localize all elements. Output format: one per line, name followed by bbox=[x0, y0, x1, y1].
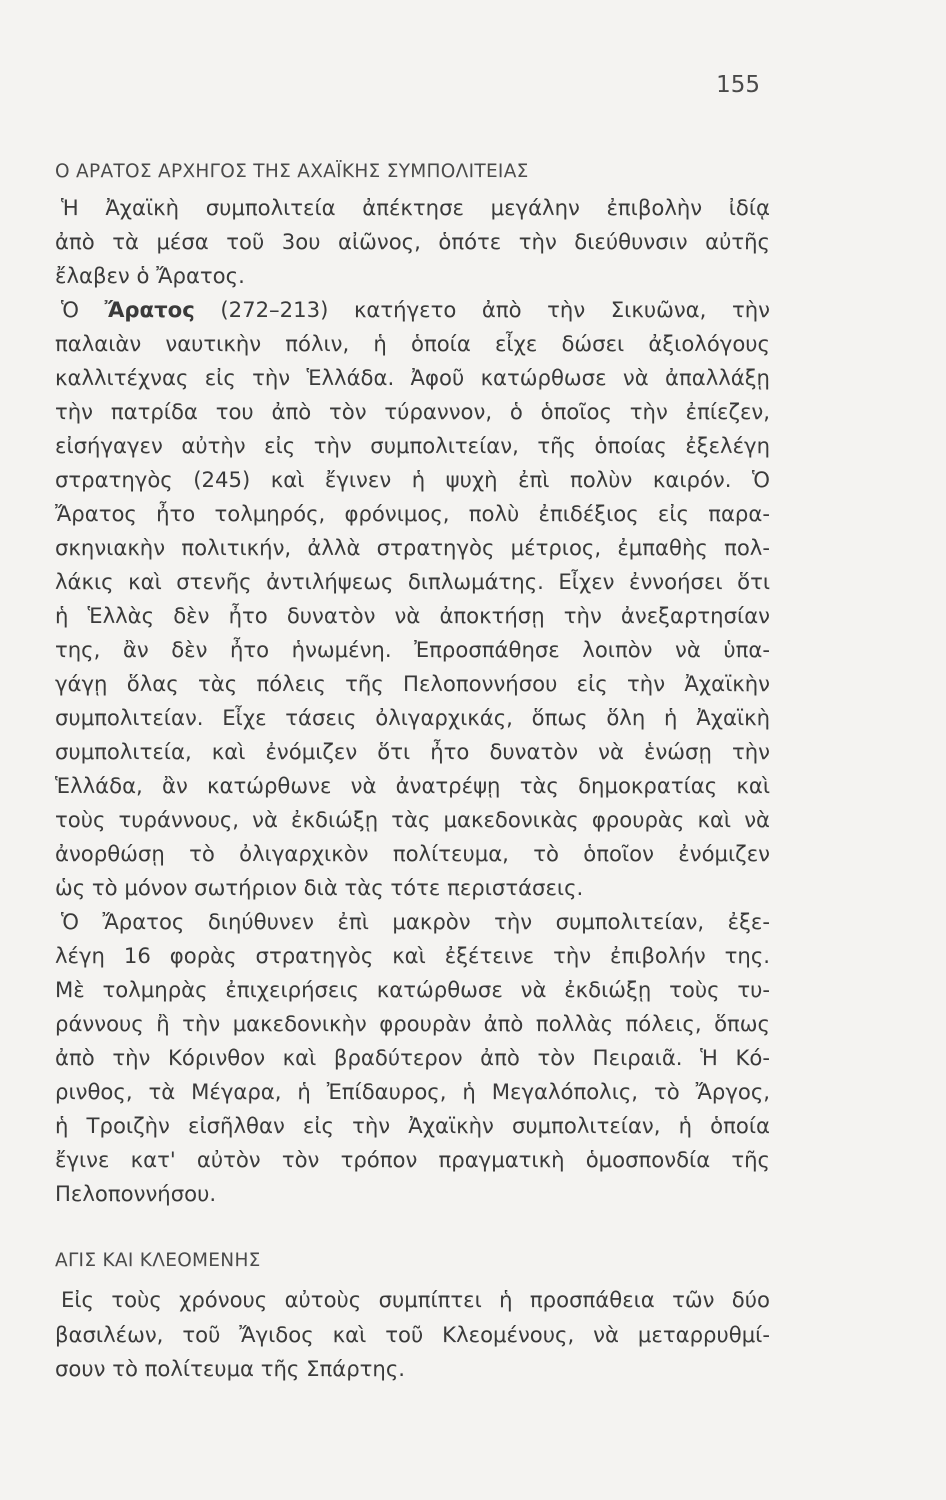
section-heading: ΑΓΙΣ ΚΑΙ ΚΛΕΟΜΕΝΗΣ bbox=[55, 1250, 261, 1271]
text-line: γάγῃ ὅλας τὰς πόλεις τῆς Πελοποννήσου εἰς τὴν Ἀχαϊκὴν bbox=[55, 671, 770, 696]
page-number: 155 bbox=[716, 72, 760, 98]
section-body bbox=[55, 191, 770, 1211]
text-line: ἀνορθώσῃ τὸ ὀλιγαρχικὸν πολίτευμα, τὸ ὁποῖον ἐνόμιζεν bbox=[55, 841, 770, 866]
text-line: παλαιὰν ναυτικὴν πόλιν, ἡ ὁποία εἶχε δώσει ἀξιολόγους bbox=[55, 331, 770, 356]
text-line: ἔγινε κατ' αὐτὸν τὸν τρόπον πραγματικὴ ὁμοσπονδία τῆς bbox=[55, 1147, 770, 1172]
text-line: στρατηγὸς (245) καὶ ἔγινεν ἡ ψυχὴ ἐπὶ πολὺν καιρόν. Ὁ bbox=[55, 467, 770, 492]
text-line: Μὲ τολμηρὰς ἐπιχειρήσεις κατώρθωσε νὰ ἐκδιώξῃ τοὺς τυ- bbox=[55, 977, 770, 1002]
text-line: συμπολιτείαν. Εἶχε τάσεις ὀλιγαρχικάς, ὅπως ὅλη ἡ Ἀχαϊκὴ bbox=[55, 705, 770, 730]
text-line: Ὁ Ἄρατος (272–213) κατήγετο ἀπὸ τὴν Σικυῶνα, τὴν bbox=[61, 297, 770, 322]
text-line: ἡ Τροιζὴν εἰσῆλθαν εἰς τὴν Ἀχαϊκὴν συμπολιτείαν, ἡ ὁποία bbox=[55, 1113, 770, 1138]
text-line: ἀπὸ τὴν Κόρινθον καὶ βραδύτερον ἀπὸ τὸν Πειραιᾶ. Ἡ Κό- bbox=[55, 1045, 770, 1070]
text-line: ἡ Ἑλλὰς δὲν ἦτο δυνατὸν νὰ ἀποκτήσῃ τὴν ἀνεξαρτησίαν bbox=[55, 603, 770, 628]
text-line: Ὁ Ἄρατος διηύθυνεν ἐπὶ μακρὸν τὴν συμπολιτείαν, ἐξε- bbox=[61, 909, 770, 934]
text-line: εἰσήγαγεν αὐτὴν εἰς τὴν συμπολιτείαν, τῆς ὁποίας ἐξελέγη bbox=[55, 433, 770, 458]
section-body bbox=[55, 1283, 770, 1387]
text-line: ρινθος, τὰ Μέγαρα, ἡ Ἐπίδαυρος, ἡ Μεγαλόπολις, τὸ Ἄργος, bbox=[55, 1079, 770, 1104]
text-line: ἀπὸ τὰ μέσα τοῦ 3ου αἰῶνος, ὁπότε τὴν διεύθυνσιν αὐτῆς bbox=[55, 229, 770, 254]
text-line: ὡς τὸ μόνον σωτήριον διὰ τὰς τότε περιστάσεις. bbox=[55, 875, 584, 900]
text-line: λέγη 16 φορὰς στρατηγὸς καὶ ἐξέτεινε τὴν ἐπιβολήν της. bbox=[55, 943, 770, 968]
text-line: Ἑλλάδα, ἂν κατώρθωνε νὰ ἀνατρέψῃ τὰς δημοκρατίας καὶ bbox=[55, 773, 770, 798]
bold-name: Ἄρατος bbox=[104, 297, 195, 322]
text-line: καλλιτέχνας εἰς τὴν Ἑλλάδα. Ἀφοῦ κατώρθωσε νὰ ἀπαλλάξῃ bbox=[55, 365, 770, 390]
text-line: συμπολιτεία, καὶ ἐνόμιζεν ὅτι ἦτο δυνατὸν νὰ ἑνώσῃ τὴν bbox=[55, 739, 770, 764]
text-line: λάκις καὶ στενῆς ἀντιλήψεως διπλωμάτης. Εἶχεν ἐννοήσει ὅτι bbox=[55, 569, 770, 594]
text-line: βασιλέων, τοῦ Ἄγιδος καὶ τοῦ Κλεομένους, νὰ μεταρρυθμί- bbox=[55, 1321, 770, 1347]
section-heading: Ο ΑΡΑΤΟΣ ΑΡΧΗΓΟΣ ΤΗΣ ΑΧΑΪΚΗΣ ΣΥΜΠΟΛΙΤΕΙΑΣ bbox=[55, 161, 529, 182]
text-line: της, ἂν δὲν ἦτο ἡνωμένη. Ἐπροσπάθησε λοιπὸν νὰ ὑπα- bbox=[55, 637, 770, 662]
text-line: ἔλαβεν ὁ Ἄρατος. bbox=[55, 263, 245, 288]
text-line: τοὺς τυράννους, νὰ ἐκδιώξῃ τὰς μακεδονικὰς φρουρὰς καὶ νὰ bbox=[55, 807, 770, 832]
text-line: Πελοποννήσου. bbox=[55, 1181, 217, 1206]
text-line: Ἡ Ἀχαϊκὴ συμπολιτεία ἀπέκτησε μεγάλην ἐπιβολὴν ἰδίᾳ bbox=[61, 195, 770, 220]
text-line: Εἰς τοὺς χρόνους αὐτοὺς συμπίπτει ἡ προσπάθεια τῶν δύο bbox=[61, 1287, 770, 1312]
text-line: ράννους ἢ τὴν μακεδονικὴν φρουρὰν ἀπὸ πολλὰς πόλεις, ὅπως bbox=[55, 1011, 770, 1036]
text-line: σκηνιακὴν πολιτικήν, ἀλλὰ στρατηγὸς μέτριος, ἐμπαθὴς πολ- bbox=[55, 535, 770, 560]
text-line: τὴν πατρίδα του ἀπὸ τὸν τύραννον, ὁ ὁποῖος τὴν ἐπίεζεν, bbox=[55, 399, 770, 424]
text-line: Ἄρατος ἦτο τολμηρός, φρόνιμος, πολὺ ἐπιδέξιος εἰς παρα- bbox=[55, 501, 770, 526]
text-line: σουν τὸ πολίτευμα τῆς Σπάρτης. bbox=[55, 1356, 406, 1381]
